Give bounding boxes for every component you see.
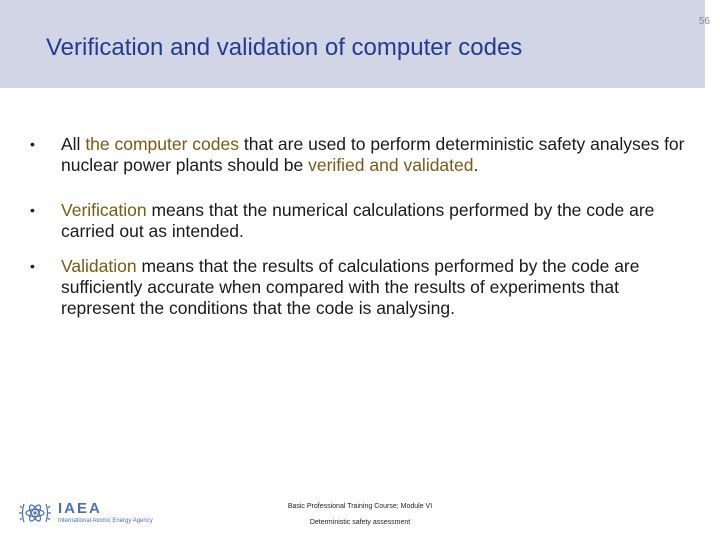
iaea-logo (18, 496, 168, 530)
bullet-text: . (473, 155, 479, 175)
bullet-item (30, 134, 690, 176)
bullet-text: that are used to perform deterministic safety analyses for nuclear power plants should be (61, 134, 685, 175)
footer-module-topic: Deterministic safety assessment (309, 519, 411, 526)
highlight-text: the computer codes (85, 134, 240, 154)
bullet-list (30, 134, 690, 319)
bullet-marker: • (30, 202, 35, 218)
bullet-text: All (61, 134, 86, 154)
slide-number: 56 (698, 16, 710, 27)
highlight-text: verified and validated (308, 155, 474, 175)
logo-subtitle: International Atomic Energy Agency (58, 518, 153, 524)
highlight-text: Verification (61, 200, 147, 220)
footer-course: Basic Professional Training Course; Module VI (287, 503, 433, 510)
bullet-marker: • (30, 136, 35, 152)
highlight-text: Validation (61, 256, 137, 276)
slide-title: Verification and validation of computer codes (46, 34, 523, 61)
bullet-marker: • (30, 258, 35, 274)
atom-emblem-icon (18, 496, 52, 530)
bullet-item (30, 256, 690, 319)
bullet-text: means that the results of calculations performed by the code are sufficiently accurate when compared with the results of experiments that represent the conditions that the code is analysing. (61, 256, 640, 318)
bullet-item (30, 200, 690, 242)
logo-text: IAEA (58, 500, 102, 517)
bullet-text: means that the numerical calculations performed by the code are carried out as intended. (61, 200, 655, 241)
